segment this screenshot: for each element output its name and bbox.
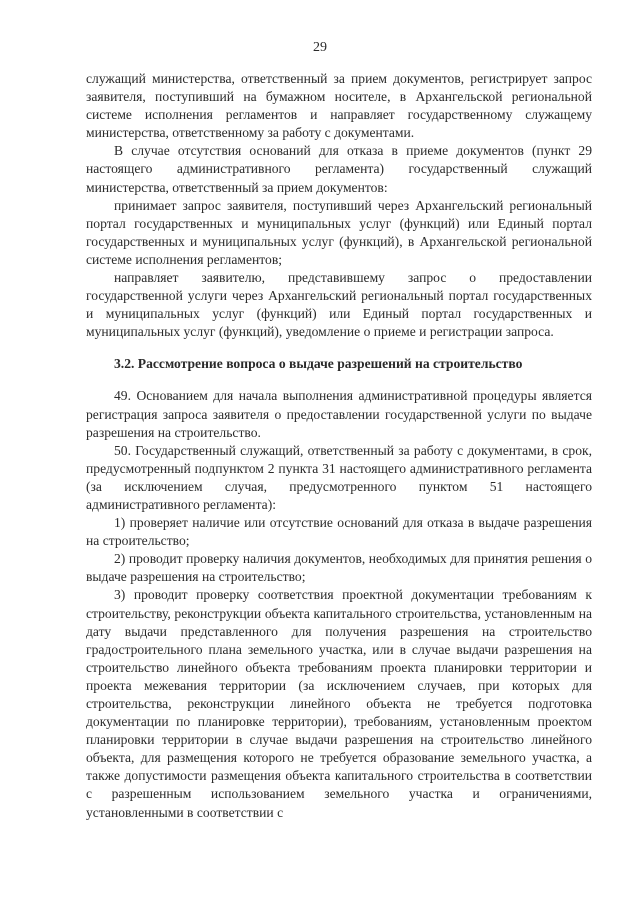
paragraph: 50. Государственный служащий, ответственный за работу с документами, в срок, предусмотренный подпунктом 2 пункта 31 настоящего административного регламента (за исключением случая, предусмотренного пунктом 51 настоящего административного регламента): (86, 442, 592, 512)
document-body (86, 70, 592, 822)
list-item: 2) проводит проверку наличия документов, необходимых для принятия решения о выдаче разрешения на строительство; (86, 551, 592, 585)
list-item: 1) проверяет наличие или отсутствие оснований для отказа в выдаче разрешения на строительство; (86, 515, 592, 549)
section-heading: 3.2. Рассмотрение вопроса о выдаче разрешений на строительство (114, 356, 523, 372)
paragraph: направляет заявителю, представившему запрос о предоставлении государственной услуги через Архангельский региональный портал государственных и муниципальных услуг (функций) или Единый портал государственных и муниципальных услуг (функций), уведомление о приеме и регистрации запроса. (86, 270, 592, 340)
page-number: 29 (313, 40, 327, 55)
list-item: 3) проводит проверку соответствия проектной документации требованиям к строительству, реконструкции объекта капитального строительства, установленным на дату выдачи представленного для получения разрешения на строительство градостроительного плана земельного участка, или в случае выдачи разрешения на строительство линейного объекта требованиям проекта планировки территории и проекта межевания территории (за исключением случаев, при которых для строительства, реконструкции линейного объекта не требуется подготовка документации по планировке территории), требованиям, установленным проектом планировки территории в случае выдачи разрешения на строительство линейного объекта, для размещения которого не требуется образование земельного участка, а также допустимости размещения объекта капитального строительства в соответствии с разрешенным использованием земельного участка и ограничениями, установленными в соответствии с (86, 587, 592, 820)
paragraph: 49. Основанием для начала выполнения административной процедуры является регистрация запроса заявителя о предоставлении государственной услуги по выдаче разрешения на строительство. (86, 388, 592, 440)
paragraph: В случае отсутствия оснований для отказа в приеме документов (пункт 29 настоящего административного регламента) государственный служащий министерства, ответственный за прием документов: (86, 143, 592, 195)
paragraph: принимает запрос заявителя, поступивший через Архангельский региональный портал государственных и муниципальных услуг (функций) или Единый портал государственных и муниципальных услуг (функций), в Архангельской региональной системе исполнения регламентов; (86, 197, 592, 267)
paragraph: служащий министерства, ответственный за прием документов, регистрирует запрос заявителя, поступивший на бумажном носителе, в Архангельской региональной системе исполнения регламентов и направляет государственному служащему министерства, ответственному за работу с документами. (86, 71, 592, 141)
